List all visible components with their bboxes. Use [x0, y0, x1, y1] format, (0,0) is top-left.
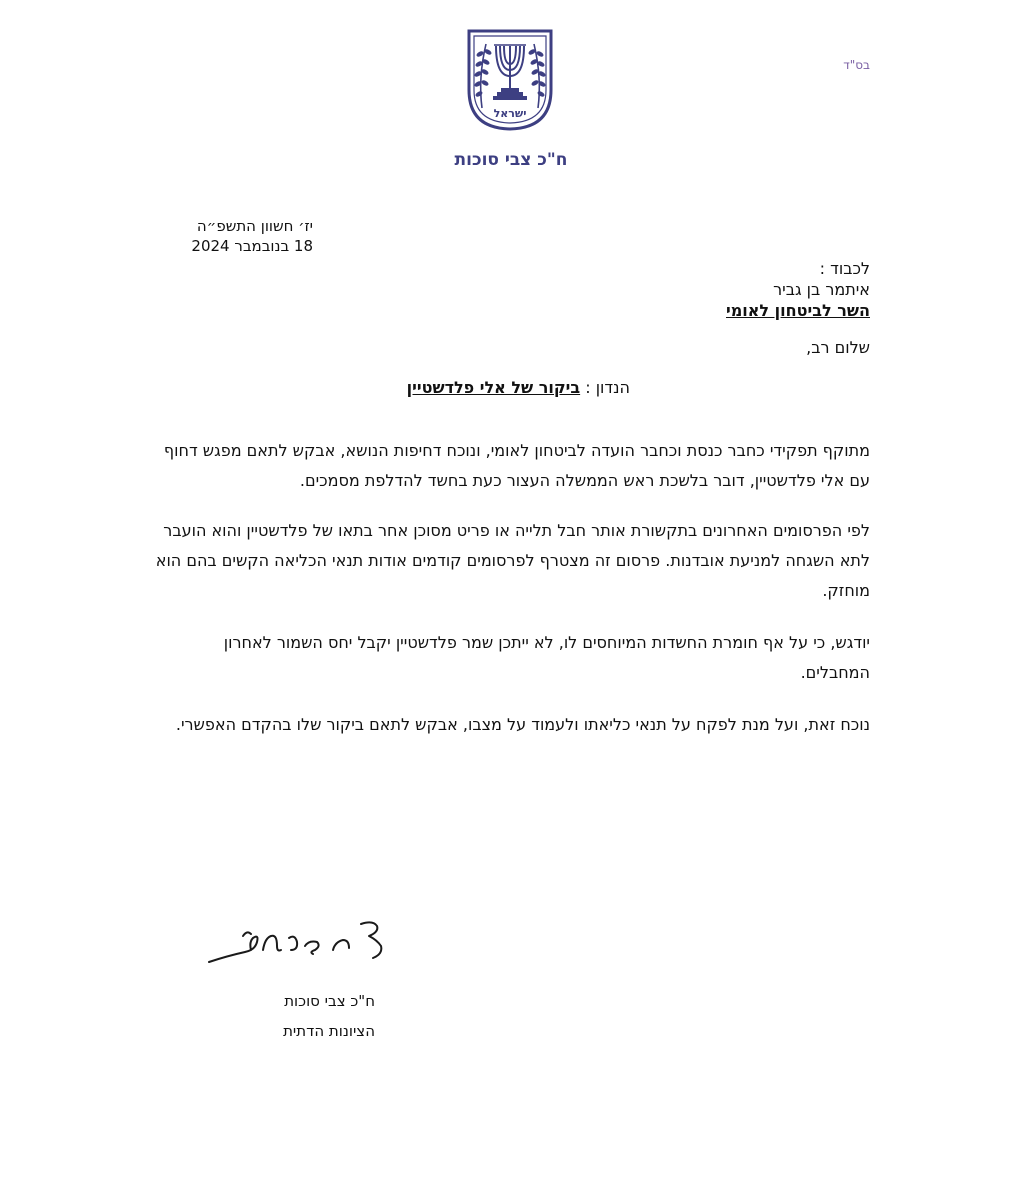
date-block [120, 216, 313, 256]
signature-block [170, 986, 375, 1046]
subject-line [300, 378, 630, 397]
signatory-name: ח"כ צבי סוכות [284, 992, 375, 1010]
body-paragraph-3: יודגש, כי על אף חומרת החשדות המיוחסים לו, לא ייתכן שמר פלדשטיין יקבל יחס השמור לאחרון המחבלים. [223, 633, 870, 682]
addressee-label: לכבוד : [819, 259, 870, 278]
signatory-party: הציונות הדתית [283, 1022, 375, 1040]
handwritten-signature [205, 916, 390, 968]
body-paragraph-1: מתוקף תפקידי כחבר כנסת וכחבר הועדה לביטחון לאומי, ונוכח דחיפות הנושא, אבקש לתאם מפגש דחוף עם אלי פלדשטיין, דובר בלשכת ראש הממשלה העצור כעת בחשד להדלפת מסמכים. [163, 441, 870, 490]
gregorian-date: 18 בנובמבר 2024 [191, 237, 313, 255]
addressee-title: השר לביטחון לאומי [726, 301, 870, 320]
emblem-of-israel-icon [466, 28, 554, 132]
body-paragraph-2: לפי הפרסומים האחרונים בתקשורת אותר חבל תלייה או פריט מסוכן אחר בתאו של פלדשטיין והוא הועבר לתא השגחה למניעת אובדנות. פרסום זה מצטרף לפרסומים קודמים אודות תנאי הכליאה הקשים בהם הוא מוחזק. [155, 521, 870, 600]
subject-text: ביקור של אלי פלדשטיין [406, 378, 581, 397]
mk-name-heading: ח"כ צבי סוכות [454, 150, 568, 170]
addressee-block [500, 258, 870, 321]
greeting: שלום רב, [806, 338, 870, 357]
subject-label: הנדון : [580, 378, 630, 397]
hebrew-date: יז׳ חשוון התשפ״ה [196, 217, 313, 235]
body-paragraph-4: נוכח זאת, ועל מנת לפקח על תנאי כליאתו ולעמוד על מצבו, אבקש לתאם ביקור שלו בהקדם האפשרי. [175, 715, 870, 734]
emblem-text: ישראל [493, 107, 527, 120]
addressee-name: איתמר בן גביר [773, 280, 870, 299]
bsd-header: בס"ד [843, 58, 870, 72]
